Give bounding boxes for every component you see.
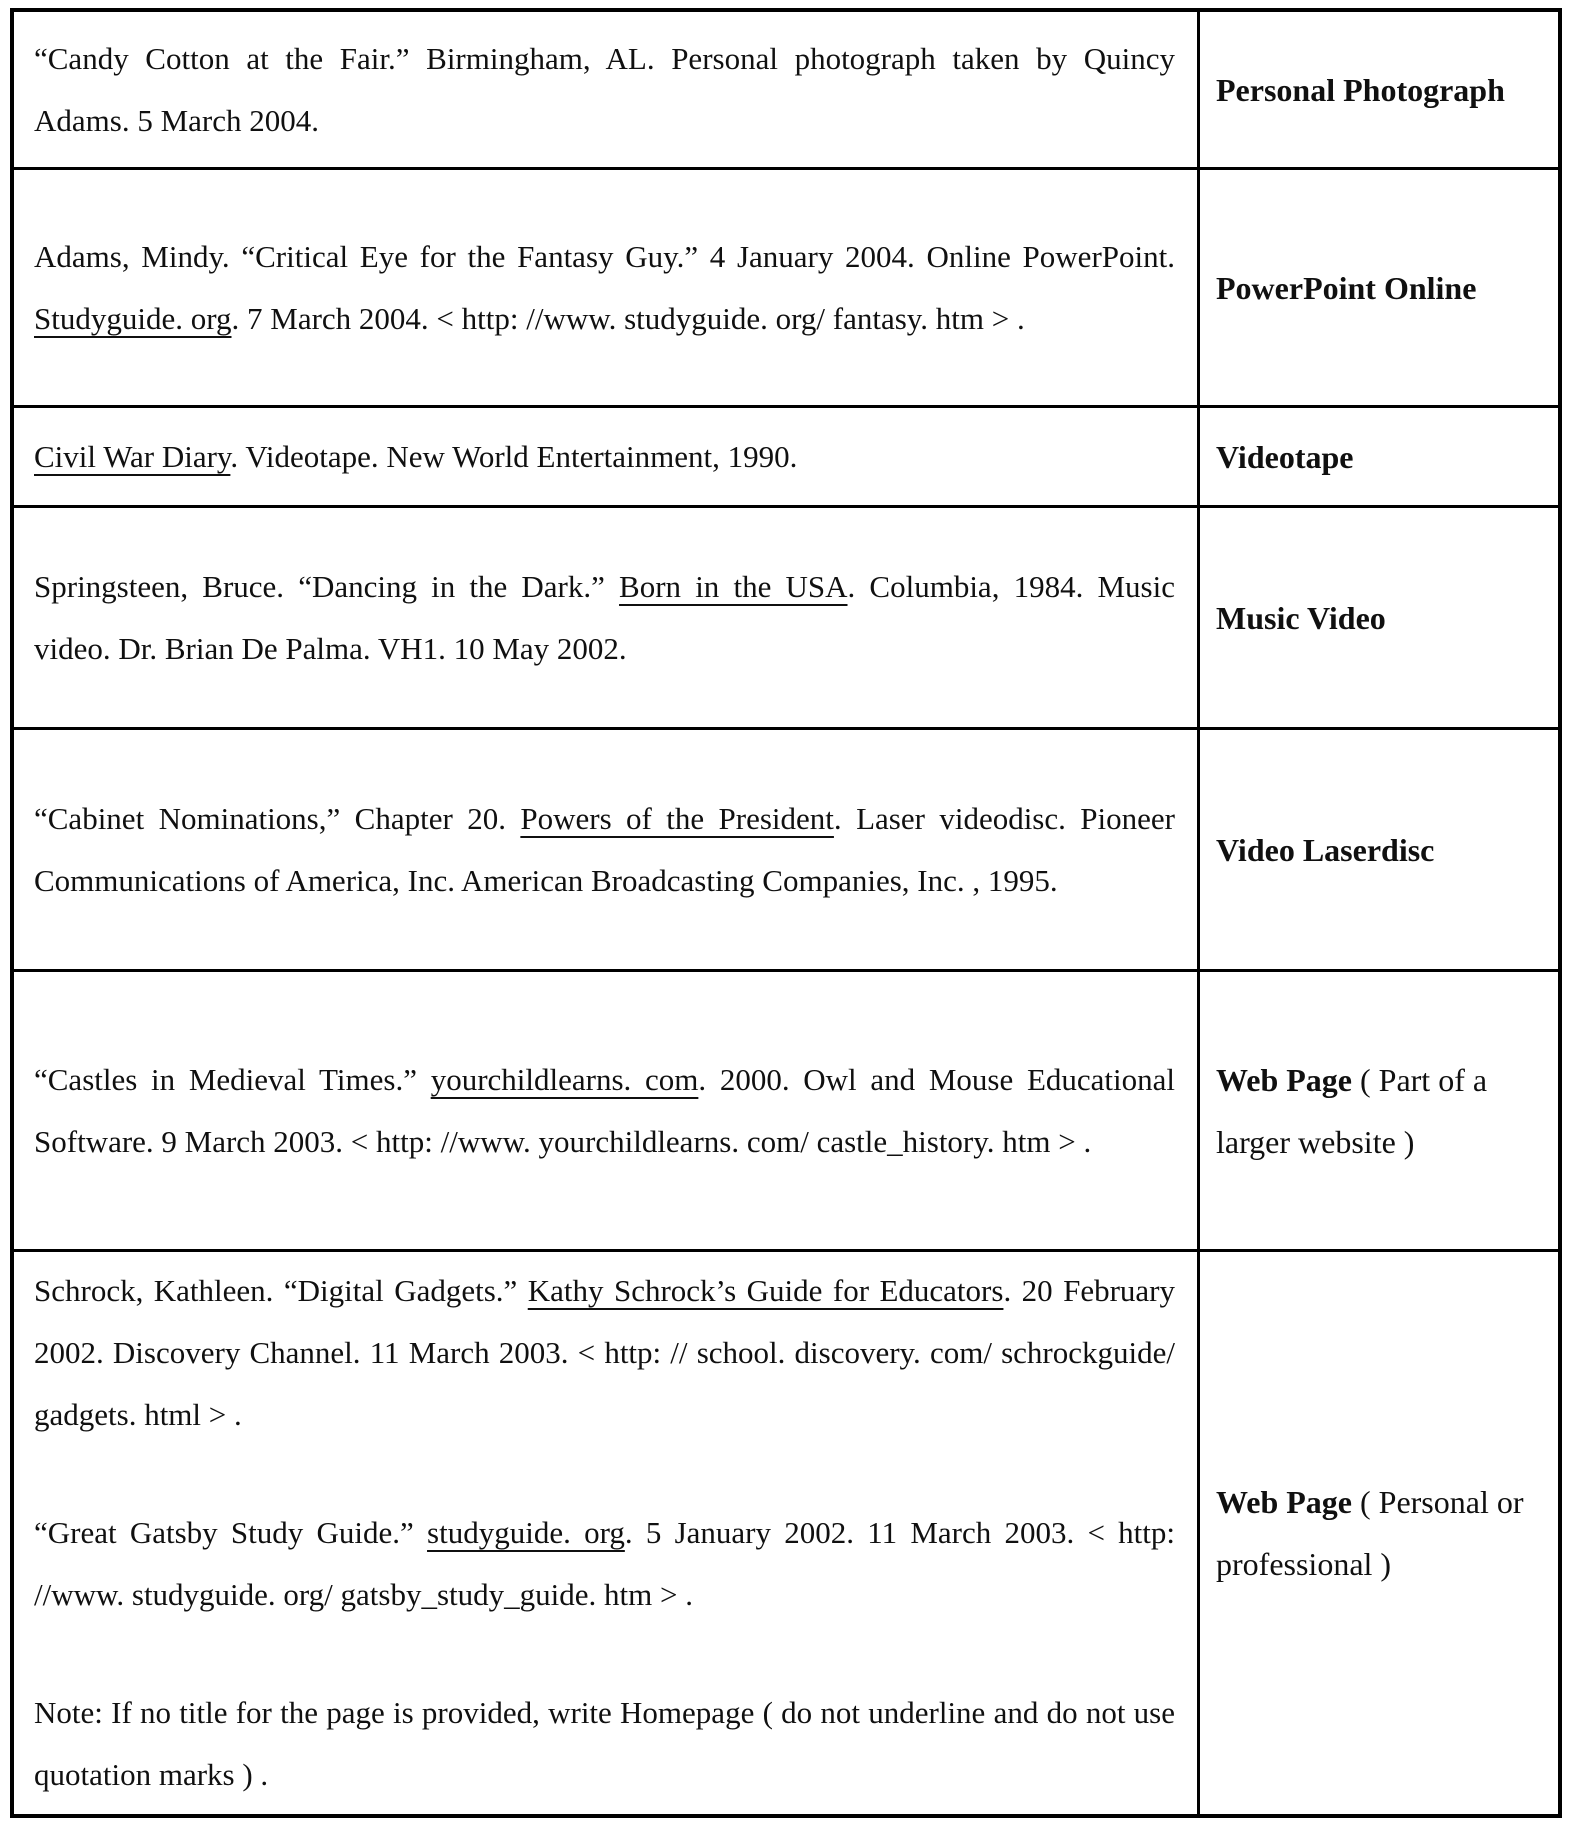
source-type-cell [1197, 170, 1558, 405]
table-row [14, 408, 1558, 508]
table-row [14, 1252, 1558, 1814]
source-type [1216, 587, 1548, 649]
source-type [1216, 1049, 1548, 1173]
table-row [14, 12, 1558, 170]
source-type-note: ( Part of a larger website ) [1216, 1061, 1488, 1160]
source-type [1216, 1471, 1548, 1595]
table-row [14, 170, 1558, 408]
citation-examples-table [10, 8, 1562, 1818]
source-type-cell [1197, 972, 1558, 1249]
citation-text: Springsteen, Bruce. “Dancing in the Dark.” Born in the USA. Columbia, 1984. Music video. Dr. Brian De Palma. VH1. 10 May 2002. [34, 568, 1175, 666]
source-type-label: Web Page [1216, 1484, 1352, 1520]
source-type [1216, 426, 1548, 488]
citation-text: “Castles in Medieval Times.” yourchildlearns. com. 2000. Owl and Mouse Educational Software. 9 March 2003. < http: //www. yourchildlearns. com/ castle_history. htm > . [34, 1061, 1175, 1159]
citation-cell [14, 170, 1197, 405]
citation-text: “Candy Cotton at the Fair.” Birmingham, AL. Personal photograph taken by Quincy Adams. 5 March 2004. [34, 40, 1175, 138]
source-type-cell [1197, 1252, 1558, 1814]
citation-text: “Cabinet Nominations,” Chapter 20. Powers of the President. Laser videodisc. Pioneer Communications of America, Inc. American Broadcasting Companies, Inc. , 1995. [34, 800, 1175, 898]
source-type-cell [1197, 730, 1558, 969]
citation-cell [14, 730, 1197, 969]
source-type [1216, 257, 1548, 319]
citation-cell [14, 12, 1197, 167]
citation-text: “Great Gatsby Study Guide.” studyguide. org. 5 January 2002. 11 March 2003. < http: //www. studyguide. org/ gatsby_study_guide. htm > . [34, 1515, 1176, 1612]
source-type-label: Music Video [1216, 599, 1386, 636]
table-row [14, 508, 1558, 730]
table-row [14, 972, 1558, 1252]
source-type-cell [1197, 12, 1558, 167]
source-type-cell [1197, 508, 1558, 727]
source-type-label: Video Laserdisc [1216, 831, 1435, 868]
source-type-note: ( Personal or professional ) [1216, 1484, 1524, 1582]
source-type [1216, 819, 1548, 881]
table-row [14, 730, 1558, 972]
source-type-label: PowerPoint Online [1216, 269, 1477, 306]
source-type-label: Videotape [1216, 438, 1354, 475]
citation-cell [14, 972, 1197, 1249]
citation-cell [14, 408, 1197, 505]
source-type-cell [1197, 408, 1558, 505]
citation-text: Schrock, Kathleen. “Digital Gadgets.” Kathy Schrock’s Guide for Educators. 20 February 2002. Discovery Channel. 11 March 2003. < http: // school. discovery. com/ schrockguide/ gadgets. html > . [34, 1273, 1175, 1432]
source-type-label: Web Page [1216, 1061, 1352, 1098]
source-type-label: Personal Photograph [1216, 71, 1505, 108]
source-type [1216, 59, 1548, 121]
citation-text: Adams, Mindy. “Critical Eye for the Fantasy Guy.” 4 January 2004. Online PowerPoint. Studyguide. org. 7 March 2004. < http: //www. studyguide. org/ fantasy. htm > . [34, 238, 1175, 336]
citation-cell [14, 1252, 1197, 1814]
citation-text: Civil War Diary. Videotape. New World Entertainment, 1990. [34, 438, 798, 474]
citation-cell [14, 508, 1197, 727]
citation-note: Note: If no title for the page is provided, write Homepage ( do not underline and do not use quotation marks ) . [34, 1695, 1175, 1792]
